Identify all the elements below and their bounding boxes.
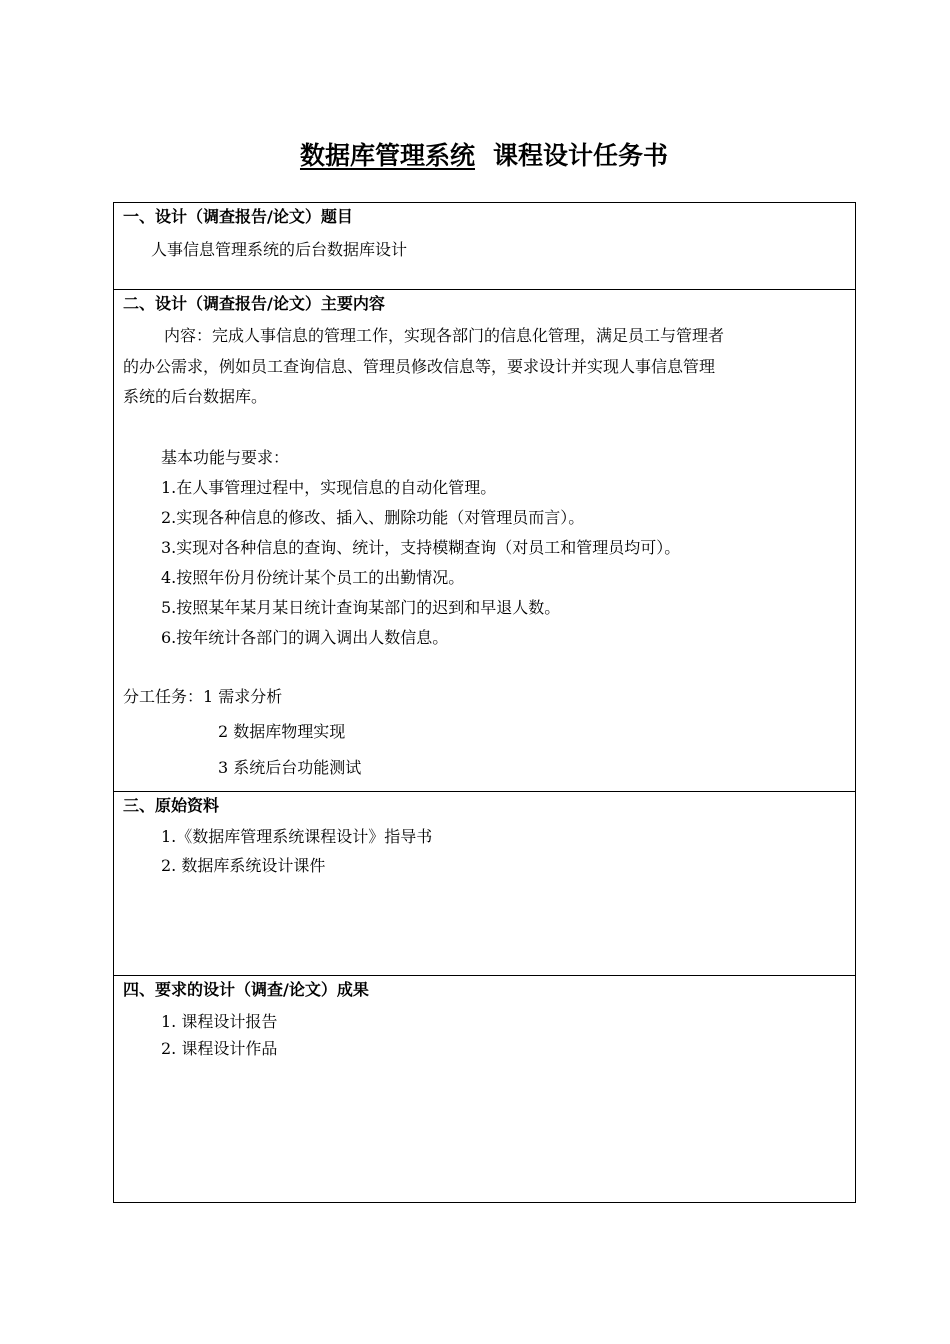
source-material-item: 2. 数据库系统设计课件 [161,856,326,875]
page-title [0,140,950,172]
requirement-item: 2.实现各种信息的修改、插入、删除功能（对管理员而言）。 [161,508,585,527]
required-result-item: 2. 课程设计作品 [161,1039,278,1058]
section-main-content-heading: 二、设计（调查报告/论文）主要内容 [123,294,385,313]
section-source-materials-heading: 三、原始资料 [123,796,220,815]
requirement-item: 3.实现对各种信息的查询、统计，支持模糊查询（对员工和管理员均可）。 [161,538,681,557]
task-form-table [113,202,856,1203]
section-source-materials [114,792,855,976]
title-document-type: 课程设计任务书 [493,141,669,170]
source-material-item: 1.《数据库管理系统课程设计》指导书 [161,827,433,846]
requirement-item: 1.在人事管理过程中，实现信息的自动化管理。 [161,478,497,497]
content-paragraph-line-3: 系统的后台数据库。 [123,387,268,406]
section-topic [114,203,855,290]
required-result-item: 1. 课程设计报告 [161,1012,278,1031]
content-paragraph-line-2: 的办公需求，例如员工查询信息、管理员修改信息等，要求设计并实现人事信息管理 [123,357,716,376]
requirement-item: 4.按照年份月份统计某个员工的出勤情况。 [161,568,465,587]
division-of-work-item: 2 数据库物理实现 [218,722,346,741]
division-of-work-label: 分工任务：1 需求分析 [123,687,283,706]
topic-text: 人事信息管理系统的后台数据库设计 [151,240,408,259]
content-paragraph-line-1: 内容：完成人事信息的管理工作，实现各部门的信息化管理，满足员工与管理者 [164,326,725,345]
title-course-name: 数据库管理系统 [299,141,475,170]
section-required-results-heading: 四、要求的设计（调查/论文）成果 [123,980,369,999]
requirement-item: 5.按照某年某月某日统计查询某部门的迟到和早退人数。 [161,598,561,617]
section-main-content [114,290,855,792]
division-of-work-item: 3 系统后台功能测试 [218,758,362,777]
section-required-results [114,976,855,1202]
requirement-item: 6.按年统计各部门的调入调出人数信息。 [161,628,449,647]
section-topic-heading: 一、设计（调查报告/论文）题目 [123,207,353,226]
requirements-title: 基本功能与要求： [161,448,290,467]
